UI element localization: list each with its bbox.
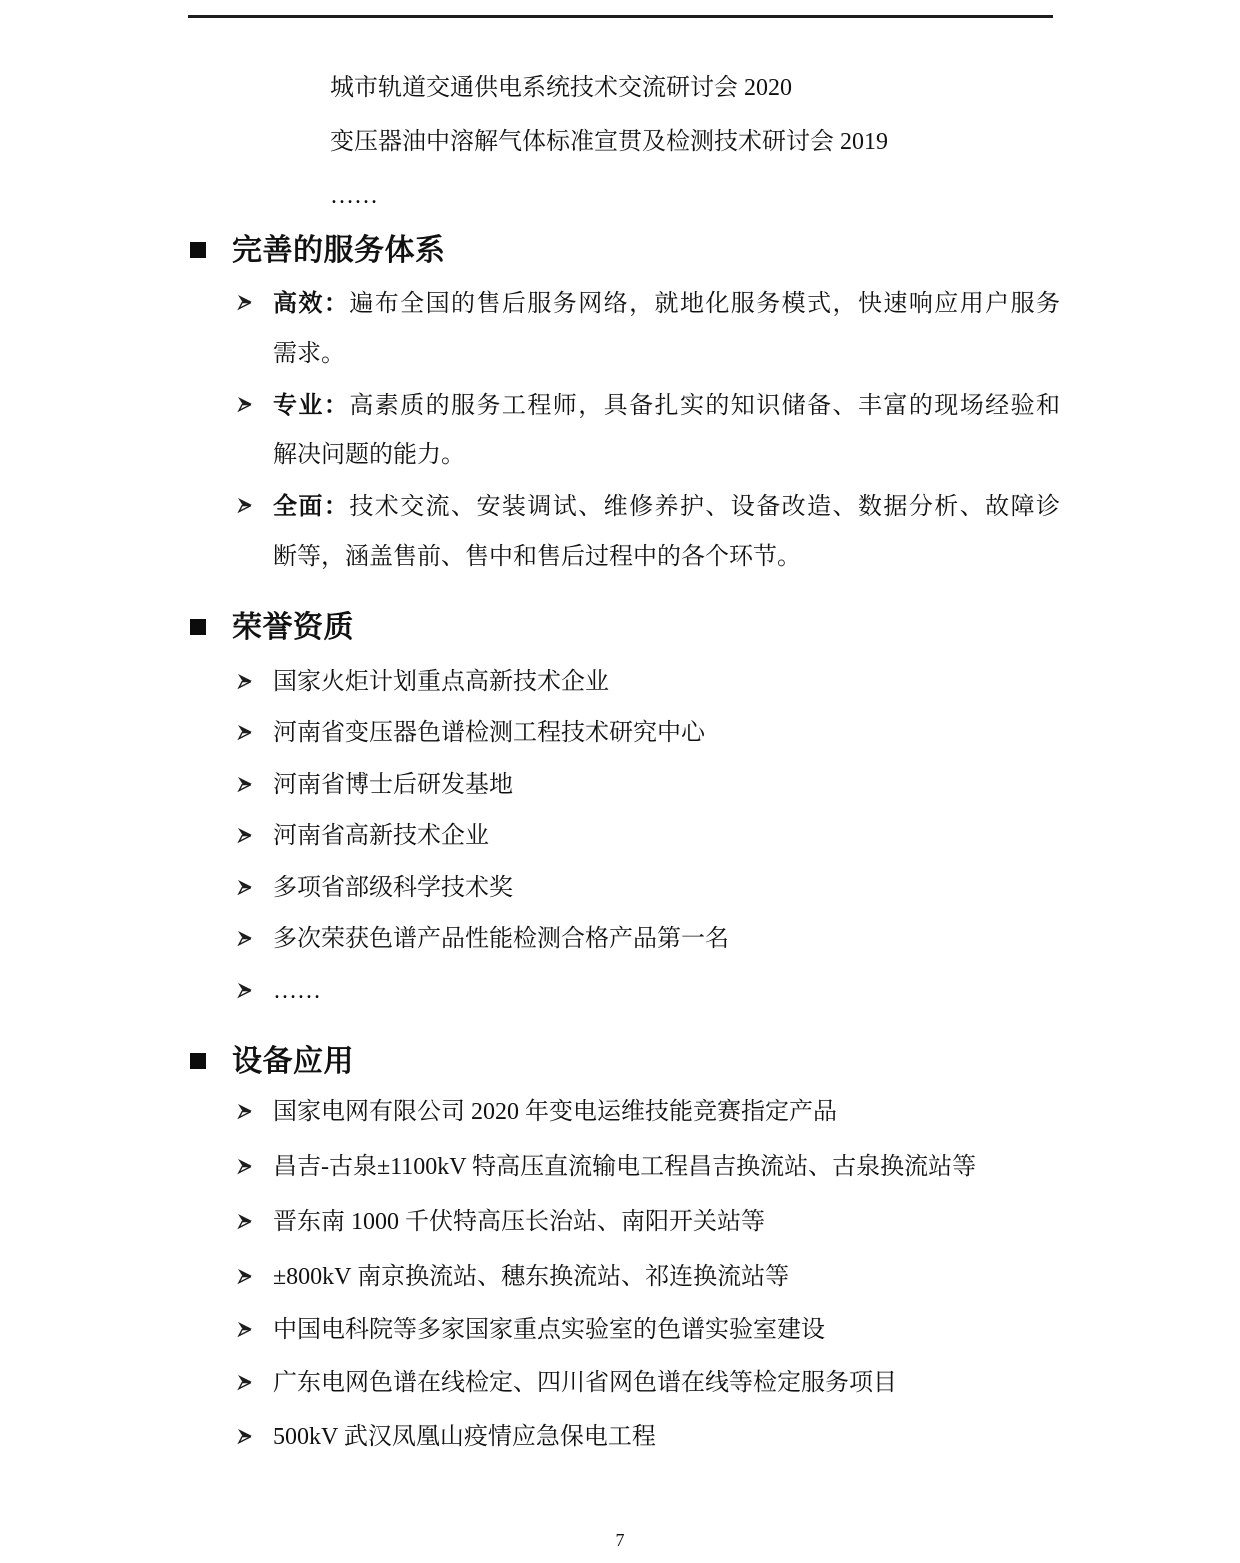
list-item-label: 高效：: [273, 290, 350, 317]
list-item: [273, 1207, 1060, 1238]
list-item-continuation: [273, 339, 1060, 370]
list-item-text: 广东电网色谱在线检定、四川省网色谱在线等检定服务项目: [273, 1370, 897, 1396]
arrow-bullet-icon: [236, 395, 254, 413]
arrow-bullet-icon: [236, 1320, 254, 1338]
list-item-text: 高素质的服务工程师，具备扎实的知识储备、丰富的现场经验和: [349, 393, 1061, 419]
list-item: [273, 1368, 1060, 1399]
list-item: [273, 1152, 1060, 1183]
list-item-text: 晋东南 1000 千伏特高压长治站、南阳开关站等: [273, 1209, 765, 1235]
intro-line: 变压器油中溶解气体标准宣贯及检测技术研讨会 2019: [330, 129, 888, 155]
section-heading: [190, 1043, 354, 1081]
list-item-text: 多项省部级科学技术奖: [273, 875, 513, 901]
arrow-bullet-icon: [236, 723, 254, 741]
arrow-bullet-icon: [236, 929, 254, 947]
list-item-text: 需求。: [273, 341, 345, 367]
list-item-text: 河南省变压器色谱检测工程技术研究中心: [273, 720, 705, 746]
arrow-bullet-icon: [236, 826, 254, 844]
arrow-bullet-icon: [236, 981, 254, 999]
section-heading-text: 设备应用: [232, 1045, 354, 1078]
list-item: [273, 667, 1060, 698]
arrow-bullet-icon: [236, 878, 254, 896]
list-item: [273, 924, 1060, 955]
list-item-text: 多次荣获色谱产品性能检测合格产品第一名: [273, 926, 729, 952]
list-item-text: 国家电网有限公司 2020 年变电运维技能竞赛指定产品: [273, 1099, 837, 1125]
header-rule: [188, 15, 1053, 18]
arrow-bullet-icon: [236, 293, 254, 311]
arrow-bullet-icon: [236, 1373, 254, 1391]
list-item-label: 专业：: [273, 392, 350, 419]
list-item: [273, 873, 1060, 904]
section-heading: [190, 609, 354, 647]
square-bullet-icon: [190, 619, 206, 635]
list-item-text: 河南省高新技术企业: [273, 823, 489, 849]
list-item-text: 中国电科院等多家国家重点实验室的色谱实验室建设: [273, 1317, 825, 1343]
arrow-bullet-icon: [236, 1157, 254, 1175]
section-heading-text: 荣誉资质: [232, 611, 354, 644]
intro-line: 城市轨道交通供电系统技术交流研讨会 2020: [330, 75, 792, 101]
square-bullet-icon: [190, 1053, 206, 1069]
section-heading-text: 完善的服务体系: [232, 234, 446, 267]
list-item-continuation: [273, 542, 1060, 573]
section-heading: [190, 232, 446, 270]
list-item: [273, 491, 1060, 523]
list-item: [273, 976, 1060, 1007]
intro-line: ……: [330, 183, 378, 209]
page-number: 7: [615, 1530, 625, 1550]
list-item: [273, 288, 1060, 320]
list-item: [273, 1315, 1060, 1346]
arrow-bullet-icon: [236, 775, 254, 793]
list-item: [273, 1422, 1060, 1453]
list-item-text: 断等，涵盖售前、售中和售后过程中的各个环节。: [273, 544, 801, 570]
list-item: [273, 718, 1060, 749]
list-item-text: 河南省博士后研发基地: [273, 772, 513, 798]
square-bullet-icon: [190, 242, 206, 258]
list-item-text: ……: [273, 978, 321, 1004]
list-item: [273, 770, 1060, 801]
arrow-bullet-icon: [236, 496, 254, 514]
list-item-label: 全面：: [273, 493, 350, 520]
list-item: [273, 821, 1060, 852]
list-item-text: 遍布全国的售后服务网络，就地化服务模式，快速响应用户服务: [349, 291, 1061, 317]
list-item-text: 技术交流、安装调试、维修养护、设备改造、数据分析、故障诊: [349, 494, 1061, 520]
list-item-text: 昌吉-古泉±1100kV 特高压直流输电工程昌吉换流站、古泉换流站等: [273, 1154, 977, 1180]
arrow-bullet-icon: [236, 1102, 254, 1120]
list-item: [273, 1262, 1060, 1293]
arrow-bullet-icon: [236, 672, 254, 690]
list-item-text: 解决问题的能力。: [273, 442, 465, 468]
list-item: [273, 390, 1060, 422]
list-item-text: ±800kV 南京换流站、穗东换流站、祁连换流站等: [273, 1264, 790, 1290]
list-item-text: 500kV 武汉凤凰山疫情应急保电工程: [273, 1424, 656, 1450]
list-item-continuation: [273, 440, 1060, 471]
list-item-text: 国家火炬计划重点高新技术企业: [273, 669, 609, 695]
arrow-bullet-icon: [236, 1267, 254, 1285]
arrow-bullet-icon: [236, 1212, 254, 1230]
list-item: [273, 1097, 1060, 1128]
arrow-bullet-icon: [236, 1427, 254, 1445]
